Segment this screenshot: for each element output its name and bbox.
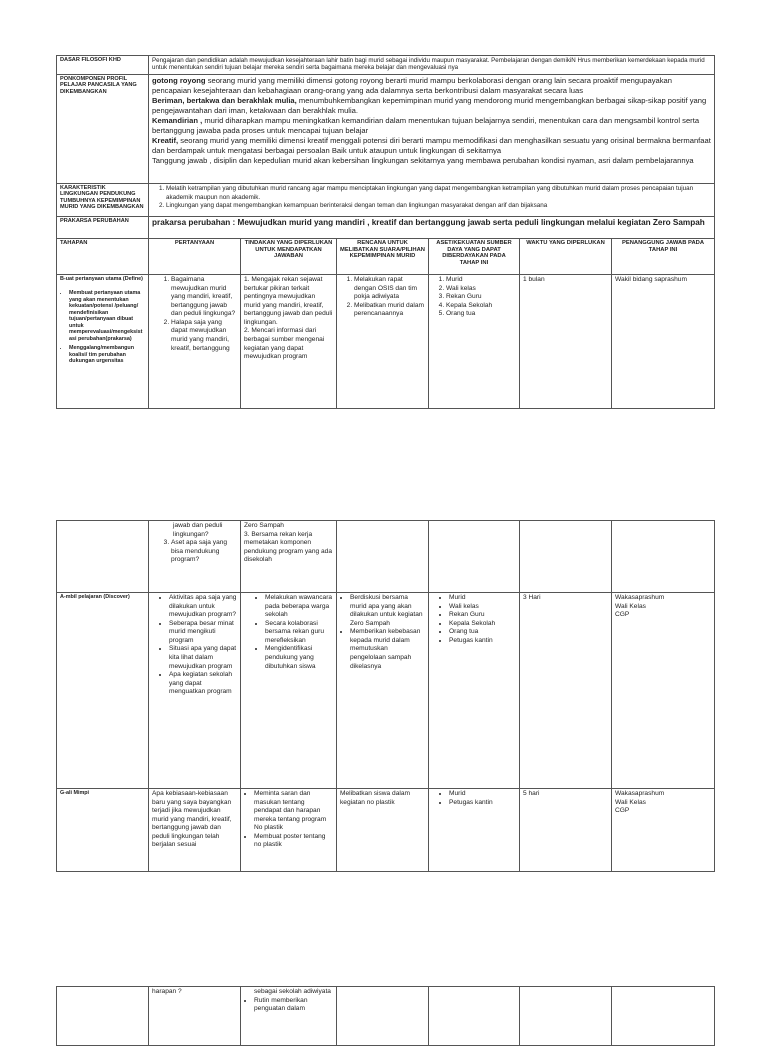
aset-item: • Petugas kantin xyxy=(449,799,516,808)
cell-aset-g xyxy=(429,789,520,872)
aset-item: • Wali kelas xyxy=(449,603,516,612)
cell-pertanyaan-b xyxy=(149,275,241,409)
cell-rencana-a xyxy=(337,593,429,789)
cell-pertanyaan-a xyxy=(149,593,241,789)
aset-item: • Rekan Guru xyxy=(449,611,516,620)
row-tahap-a xyxy=(57,593,715,789)
row-karakteristik xyxy=(57,184,715,217)
desc-kreatif: seorang murid yang memiliki dimensi kreatif menggali potensi diri berarti mampu memodifikasi dan menghasilkan sesuatu yang orisinal bermakna bermanfaat dan berdampak untuk mengatasi berbagai persoalan Baik untuk ataupun untuk lingkungan di sekitarnya xyxy=(152,136,711,156)
row-tahap-b-continued xyxy=(57,521,715,593)
rencana-item: • Memberikan kebebasan kepada murid dalam memutuskan pengelolaan sampah dikelasnya xyxy=(350,628,425,671)
aset-item: 5. Orang tua xyxy=(446,310,516,319)
header-rencana: RENCANA UNTUK MELIBATKAN SUARA/PILIHAN KEPEMIMPINAN MURID xyxy=(337,239,429,275)
text-karakteristik xyxy=(149,184,715,217)
row-dasar-filosofi xyxy=(57,56,715,75)
cell-tahap-b-cont xyxy=(57,521,149,593)
plan-table-part-1 xyxy=(56,55,715,409)
rencana-item: 2. Melibatkan murid dalam perencanaannya xyxy=(354,302,425,319)
pj-item: CGP xyxy=(615,611,630,619)
cell-pj-b-cont xyxy=(612,521,715,593)
tahap-b-bullet: • Menggalang/membangun koalisi/ tim perubahan dukungan urgensitas xyxy=(69,345,145,364)
tindakan-item: • Mengidentifikasi pendukung yang dibutuhkan siswa xyxy=(265,645,333,671)
pj-item: Wakasaprashum xyxy=(615,594,665,601)
text-prakarsa: prakarsa perubahan : Mewujudkan murid yang mandiri , kreatif dan bertanggung jawab serta peduli lingkungan melalui kegiatan Zero Sampah xyxy=(149,217,715,239)
cell-tindakan-g xyxy=(241,789,337,872)
karakteristik-item: 1. Melatih ketrampilan yang dibutuhkan murid rancang agar mampu menciptakan lingkungan yang dapat mengembangkan ketrampilan yang dibutuhkan murid dalam proses pencapaian tujuan akademik maupun non akademik. xyxy=(166,185,711,202)
plan-table-part-2 xyxy=(56,520,715,872)
plan-table-part-3 xyxy=(56,986,715,1046)
para-kreatif xyxy=(152,136,711,156)
cell-pj-cont xyxy=(612,987,715,1046)
desc-beriman: menumbuhkembangkan kepemimpinan murid yang mendorong murid mengembangkan berbagai sikap-sikap positif yang pengejawantahan dari iman, ketakwaan dan berakhlak mulia. xyxy=(152,96,707,116)
cell-tindakan-b-cont xyxy=(241,521,337,593)
cell-tahap-g: G-ali Mimpi xyxy=(57,789,149,872)
tindakan-item: • Rutin memberikan penguatan dalam xyxy=(254,997,333,1014)
tindakan-item: 2. Mencari informasi dari berbagai sumber mengenai kegiatan yang dapat mewujudkan program xyxy=(244,327,325,361)
pertanyaan-item: • Seberapa besar minat murid mengikuti program xyxy=(169,620,237,646)
row-profil-pancasila xyxy=(57,75,715,184)
term-beriman: Beriman, bertakwa dan berakhlak mulia, xyxy=(152,96,297,106)
pertanyaan-cont: jawab dan peduli lingkungan? xyxy=(173,522,223,538)
label-karakteristik: KARAKTERISTIK LINGKUNGAN PENDUKUNG TUMBUHNYA KEPEMIMPINAN MURID YANG DIKEMBANGKAN xyxy=(57,184,149,217)
pj-item: CGP xyxy=(615,807,630,815)
pj-item: Wali Kelas xyxy=(615,798,646,806)
header-penanggung-jawab: PENANGGUNG JAWAB PADA TAHAP INI xyxy=(612,239,715,275)
header-tindakan: TINDAKAN YANG DIPERLUKAN UNTUK MENDAPATKAN JAWABAN xyxy=(241,239,337,275)
aset-item: 1. Murid xyxy=(446,276,516,285)
cell-pj-a xyxy=(612,593,715,789)
cell-pertanyaan-g: Apa kebiasaan-kebiasaan baru yang saya bayangkan terjadi jika mewujudkan murid yang mandiri, kreatif, bertanggung jawab dan peduli lingkungan telah berjalan sesuai xyxy=(149,789,241,872)
cell-waktu-g: 5 hari xyxy=(520,789,612,872)
para-beriman xyxy=(152,96,711,116)
cell-pertanyaan-cont: harapan ? xyxy=(149,987,241,1046)
pertanyaan-item: • Apa kegiatan sekolah yang dapat menguatkan program xyxy=(169,671,237,697)
pj-item: Wakasaprashum xyxy=(615,790,665,797)
term-kemandirian: Kemandirian , xyxy=(152,116,203,126)
cell-aset-a xyxy=(429,593,520,789)
cell-tahap-cont xyxy=(57,987,149,1046)
cell-aset-b xyxy=(429,275,520,409)
pertanyaan-item: 3. Aset apa saja yang bisa mendukung program? xyxy=(171,539,237,565)
cell-waktu-b-cont xyxy=(520,521,612,593)
cell-rencana-cont xyxy=(337,987,429,1046)
label-dasar-filosofi: DASAR FILOSOFI KHD xyxy=(57,56,149,75)
tindakan-item: 1. Mengajak rekan sejawat bertukar pikiran terkait pentingnya mewujudkan murid yang mandiri, kreatif, bertanggung jawab dan peduli lingkungan. xyxy=(244,276,333,326)
para-gotong-royong xyxy=(152,76,711,96)
row-continued xyxy=(57,987,715,1046)
aset-item: • Orang tua xyxy=(449,628,516,637)
tindakan-item: 3. Bersama rekan kerja memetakan komponen pendukung program yang ada disekolah xyxy=(244,530,332,564)
header-aset: ASET/KEKUATAN SUMBER DAYA YANG DAPAT DIBERDAYAKAN PADA TAHAP INI xyxy=(429,239,520,275)
cell-rencana-g: Melibatkan siswa dalam kegiatan no plastik xyxy=(337,789,429,872)
term-kreatif: Kreatif, xyxy=(152,136,179,146)
tahap-b-title: B-uat pertanyaan utama (Define) xyxy=(60,276,143,282)
para-kemandirian xyxy=(152,116,711,136)
aset-item: 3. Rekan Guru xyxy=(446,293,516,302)
cell-pertanyaan-b-cont xyxy=(149,521,241,593)
cell-tindakan-b xyxy=(241,275,337,409)
pertanyaan-item: • Aktivitas apa saja yang dilakukan untuk mewujudkan program? xyxy=(169,594,237,620)
tindakan-cont: Zero Sampah xyxy=(244,522,284,529)
cell-pj-b: Wakil bidang saprashum xyxy=(612,275,715,409)
tindakan-cont: sebagai sekolah adiwiyata xyxy=(254,988,331,995)
desc-gotong-royong: seorang murid yang memiliki dimensi gotong royong berarti murid mampu berkolaborasi dengan orang lain secara proaktif mengupayakan pencapaian kesejahteraan dan kebahagiaan orang-orang yang ada dalamnya serta berkontribusi dalam masyarakat secara luas xyxy=(152,76,673,96)
aset-item: • Petugas kantin xyxy=(449,637,516,646)
tindakan-item: • Membuat poster tentang no plastik xyxy=(254,833,333,850)
header-pertanyaan: PERTANYAAN xyxy=(149,239,241,275)
cell-tahap-b xyxy=(57,275,149,409)
header-tahapan: TAHAPAN xyxy=(57,239,149,275)
cell-waktu-a: 3 Hari xyxy=(520,593,612,789)
pertanyaan-item: • Situasi apa yang dapat kita lihat dalam mewujudkan program xyxy=(169,645,237,671)
cell-rencana-b-cont xyxy=(337,521,429,593)
row-tahap-b xyxy=(57,275,715,409)
text-dasar-filosofi: Pengajaran dan pendidikan adalah mewujudkan kesejahteraan lahir batin bagi murid sebagai individu maupun masyarakat. Pembelajaran dengan demikiN Hrus memberikan kemerdekaan kepada murid untuk menentukan sendiri tujuan belajar mereka sendiri serta bagaimana mereka belajar dan mengevaluasi nya xyxy=(149,56,715,75)
cell-waktu-b: 1 bulan xyxy=(520,275,612,409)
label-profil-pancasila: PONKOMPONEN PROFIL PELAJAR PANCASILA YANG DIKEMBANGKAN xyxy=(57,75,149,184)
karakteristik-item: 2. Lingkungan yang dapat mengembangkan kemampuan berinteraksi dengan teman dan lingkungan masyarakat dengan arif dan bijaksana xyxy=(166,202,711,211)
row-tahap-g xyxy=(57,789,715,872)
desc-kemandirian: murid diharapkan mampu meningkatkan kemandirian dalam menentukan tujuan belajarnya sendiri, menentukan cara dan mengsambil kontrol serta bertanggung jawaba pada proses untuk mencapai tujuan belajar xyxy=(152,116,700,136)
rencana-item: • Berdiskusi bersama murid apa yang akan dilakukan untuk kegiatan Zero Sampah xyxy=(350,594,425,628)
aset-item: • Murid xyxy=(449,594,516,603)
term-gotong-royong: gotong royong xyxy=(152,76,206,85)
pj-item: Wali Kelas xyxy=(615,602,646,610)
aset-item: • Kepala Sekolah xyxy=(449,620,516,629)
cell-pj-g xyxy=(612,789,715,872)
row-prakarsa xyxy=(57,217,715,239)
cell-waktu-cont xyxy=(520,987,612,1046)
tindakan-item: • Secara kolaborasi bersama rekan guru merefleksikan xyxy=(265,620,333,646)
cell-tindakan-cont xyxy=(241,987,337,1046)
aset-item: • Murid xyxy=(449,790,516,799)
header-waktu: WAKTU YANG DIPERLUKAN xyxy=(520,239,612,275)
pertanyaan-item: 1. Bagaimana mewujudkan murid yang mandiri, kreatif, bertanggung jawab dan peduli lingkunga? xyxy=(171,276,237,319)
label-prakarsa: PRAKARSA PERUBAHAN xyxy=(57,217,149,239)
row-headers xyxy=(57,239,715,275)
cell-aset-cont xyxy=(429,987,520,1046)
text-profil-pancasila xyxy=(149,75,715,184)
tindakan-item: • Melakukan wawancara pada beberapa warga sekolah xyxy=(265,594,333,620)
para-tanggung-jawab: Tanggung jawab , disiplin dan kepedulian murid akan kebersihan lingkungan sekitarnya yang membawa perubahan kondisi nyaman, asri dalam pembelajarannya xyxy=(152,156,694,166)
cell-tindakan-a xyxy=(241,593,337,789)
tahap-b-bullet: • Membuat pertanyaan utama yang akan menentukan kekuatan/potensi /peluang/ mendefinisikan tujuan/pertanyaan dibuat untuk memperevaluasi/mengeksistasi perubahan(prakarsa) xyxy=(69,290,145,342)
cell-aset-b-cont xyxy=(429,521,520,593)
pertanyaan-item: 2. Halapa saja yang dapat mewujudkan murid yang mandiri, kreatif, bertanggung xyxy=(171,319,237,353)
cell-rencana-b xyxy=(337,275,429,409)
tindakan-item: • Meminta saran dan masukan tentang pendapat dan harapan mereka tentang program No plastik xyxy=(254,790,333,833)
aset-item: 4. Kepala Sekolah xyxy=(446,302,516,311)
cell-tahap-a: A-mbil pelajaran (Discover) xyxy=(57,593,149,789)
aset-item: 2. Wali kelas xyxy=(446,285,516,294)
rencana-item: 1. Melakukan rapat dengan OSIS dan tim pokja adiwiyata xyxy=(354,276,425,302)
